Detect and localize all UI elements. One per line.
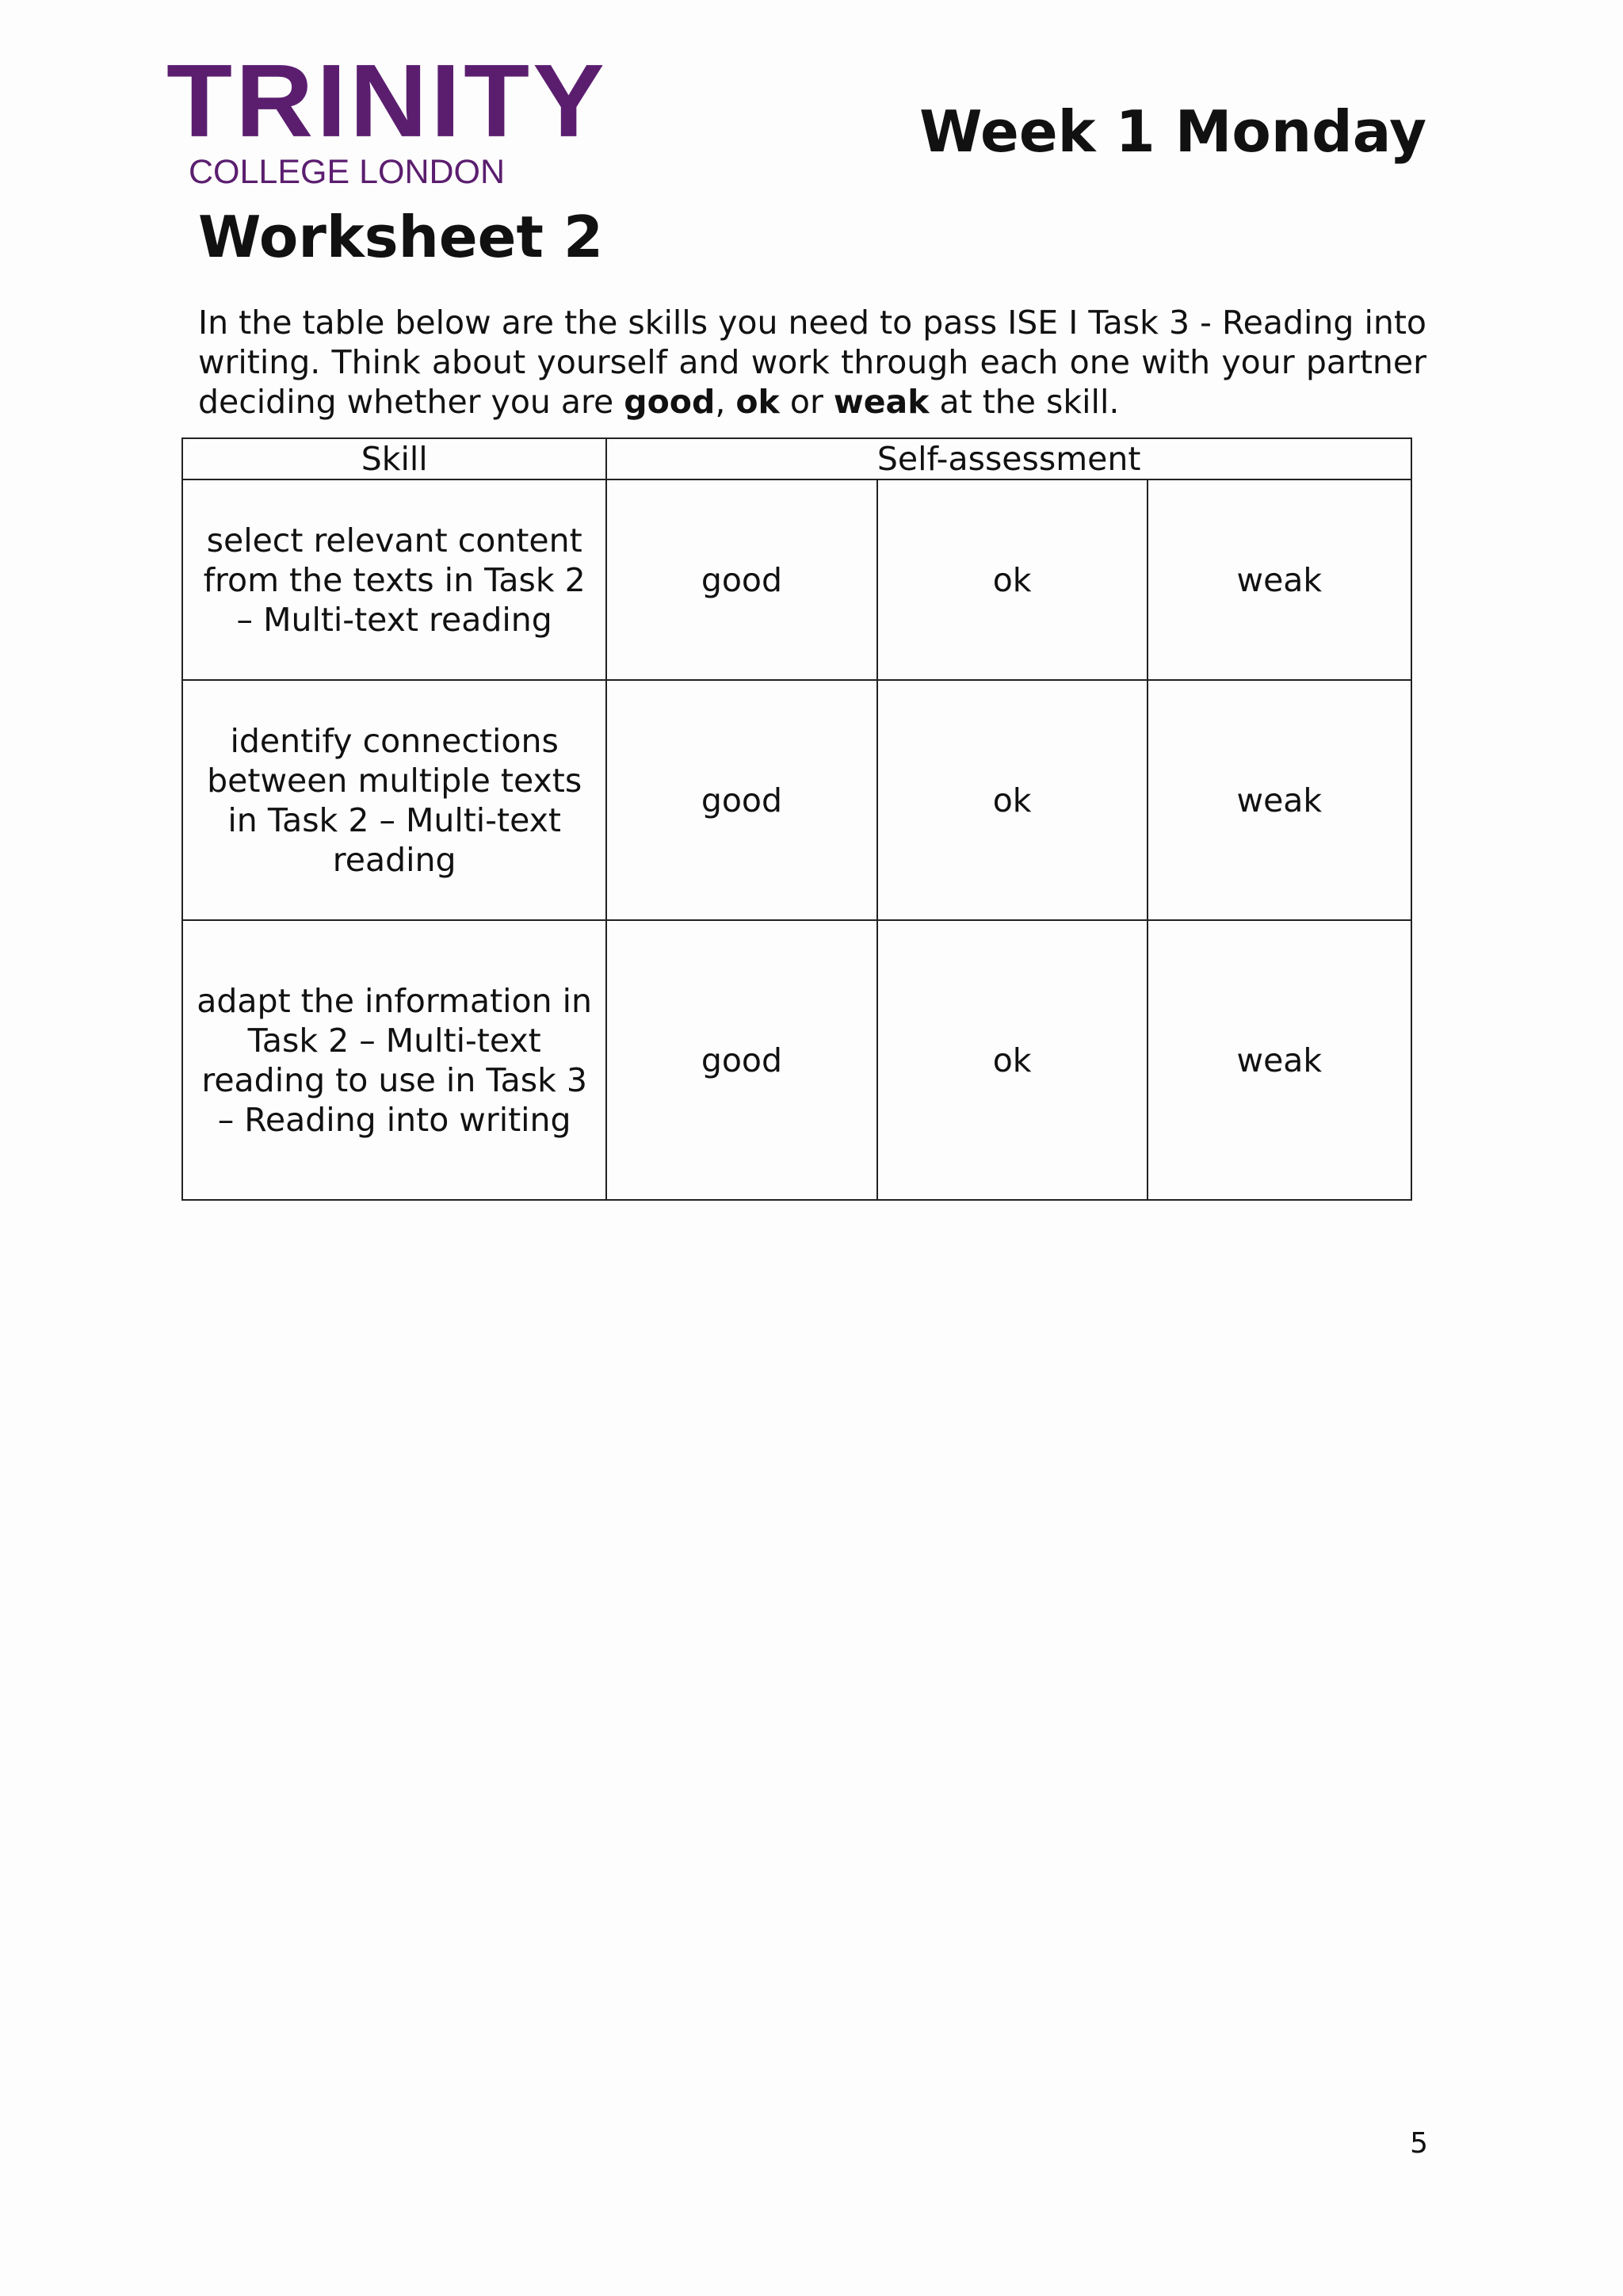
intro-comma: , [715,383,736,421]
intro-or: or [779,383,834,421]
intro-good: good [624,383,716,421]
intro-weak: weak [833,383,930,421]
page-number: 5 [1410,2127,1428,2160]
intro-text-part2: at the skill. [929,383,1120,421]
rating-good[interactable]: good [606,479,876,680]
skill-header: Skill [182,438,606,479]
table-row [182,479,1411,680]
rating-ok[interactable]: ok [877,920,1148,1200]
logo-subtitle: COLLEGE LONDON [189,153,506,191]
rating-weak[interactable]: weak [1148,479,1411,680]
self-assessment-table [181,437,1412,1201]
rating-ok[interactable]: ok [877,479,1148,680]
rating-weak[interactable]: weak [1148,920,1411,1200]
week-title: Week 1 Monday [919,98,1426,165]
self-assessment-header: Self-assessment [606,438,1411,479]
worksheet-title: Worksheet 2 [198,204,604,270]
rating-ok[interactable]: ok [877,680,1148,920]
skill-cell: adapt the information in Task 2 – Multi-text reading to use in Task 3 – Reading into writing [182,920,606,1200]
rating-weak[interactable]: weak [1148,680,1411,920]
skill-cell: select relevant content from the texts in Task 2 – Multi-text reading [182,479,606,680]
skill-cell: identify connections between multiple texts in Task 2 – Multi-text reading [182,680,606,920]
rating-good[interactable]: good [606,920,876,1200]
rating-good[interactable]: good [606,680,876,920]
table-header-row [182,438,1411,479]
intro-text-part1: In the table below are the skills you need to pass ISE I Task 3 - Reading into writing. Think about yourself and work through each one with your partner deciding whether you are [198,304,1426,421]
trinity-college-london-logo [166,42,608,192]
intro-paragraph [198,303,1426,422]
logo-wordmark: TRINITY [166,42,608,159]
table-row [182,680,1411,920]
intro-ok: ok [735,383,780,421]
table-row [182,920,1411,1200]
